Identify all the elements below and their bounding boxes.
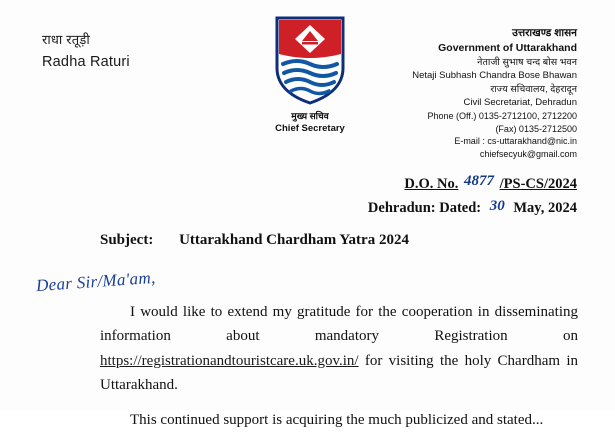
body-paragraph-1-part-a: I would like to extend my gratitude for the cooperation in disseminating information about mandatory Registration on — [100, 304, 578, 345]
reference-number-row — [404, 173, 577, 193]
do-number-handwritten: 4877 — [464, 173, 495, 189]
subject-row — [100, 232, 409, 249]
date-row — [368, 200, 577, 217]
address-line-5: राज्य सचिवालय, देहरादून — [490, 83, 577, 95]
email-line: E-mail : cs-uttarakhand@nic.in — [454, 136, 577, 147]
fax-line: (Fax) 0135-2712500 — [495, 123, 577, 134]
letter-body — [100, 300, 578, 429]
office-address-block — [412, 26, 577, 161]
letterhead — [0, 0, 615, 160]
subject-value: Uttarakhand Chardham Yatra 2024 — [179, 232, 409, 248]
emblem-caption-hindi: मुख्य सचिव — [291, 111, 329, 121]
phone-line: Phone (Off.) 0135-2712100, 2712200 — [427, 110, 577, 121]
email-line-alt: chiefsecyuk@gmail.com — [479, 149, 577, 160]
address-line-3: नेताजी सुभाष चन्द बोस भवन — [477, 56, 577, 68]
body-paragraph-1 — [100, 300, 578, 397]
dated-label: Dehradun: Dated: — [367, 200, 482, 216]
salutation-handwritten: Dear Sir/Ma'am, — [35, 267, 157, 296]
subject-label: Subject: — [100, 232, 154, 248]
state-emblem-block — [255, 14, 365, 134]
sender-name-hindi: राधा रतूड़ी — [42, 32, 90, 47]
do-number-suffix: /PS-CS/2024 — [499, 176, 577, 192]
sender-block — [42, 30, 212, 70]
address-line-2: Government of Uttarakhand — [438, 41, 577, 54]
address-line-4: Netaji Subhash Chandra Bose Bhawan — [412, 70, 577, 82]
uttarakhand-emblem-icon — [273, 14, 347, 106]
dated-handwritten: 30 — [489, 198, 505, 214]
body-paragraph-1-part-b: for visiting the holy Chardham in Uttarakhand. — [100, 352, 578, 393]
dated-suffix: May, 2024 — [513, 200, 577, 216]
emblem-caption-english: Chief Secretary — [275, 123, 345, 134]
address-line-1: उत्तराखण्ड शासन — [512, 27, 577, 39]
do-number-label: D.O. No. — [404, 176, 459, 192]
address-line-6: Civil Secretariat, Dehradun — [463, 97, 577, 109]
registration-link[interactable]: https://registrationandtouristcare.uk.gov.in/ — [100, 352, 359, 369]
sender-name-english: Radha Raturi — [42, 54, 130, 70]
body-paragraph-2: This continued support is acquiring the much publicized and stated... — [130, 412, 544, 429]
